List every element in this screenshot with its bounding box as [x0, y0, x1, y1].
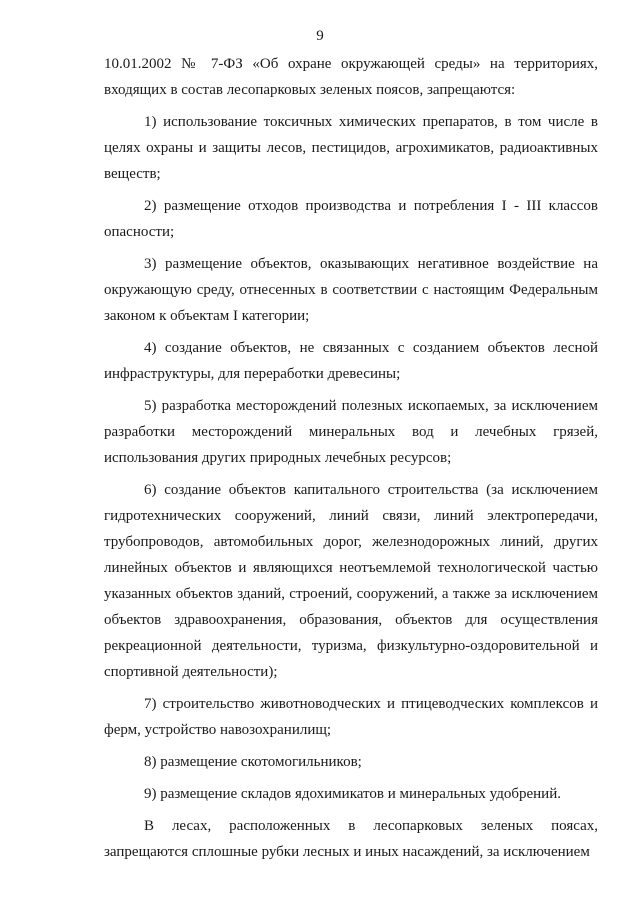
body-text: [104, 51, 598, 865]
paragraph-item-6: 6) создание объектов капитального строительства (за исключением гидротехнических сооружений, линий связи, линий электропередачи, трубопроводов, автомобильных дорог, железнодорожных линий, других линейных объектов и являющихся неотъемлемой технологической частью указанных объектов зданий, строений, сооружений, а также за исключением объектов здравоохранения, образования, объектов для осуществления рекреационной деятельности, туризма, физкультурно-оздоровительной и спортивной деятельности);: [104, 482, 598, 680]
paragraph-item-9: 9) размещение складов ядохимикатов и минеральных удобрений.: [144, 786, 561, 802]
paragraph-item-4: 4) создание объектов, не связанных с созданием объектов лесной инфраструктуры, для переработки древесины;: [104, 340, 598, 382]
paragraph-item-8: 8) размещение скотомогильников;: [144, 754, 362, 770]
paragraph-forest-restrictions: В лесах, расположенных в лесопарковых зеленых поясах, запрещаются сплошные рубки лесных и иных насаждений, за исключением: [104, 818, 598, 860]
paragraph-intro: 10.01.2002 № 7-ФЗ «Об охране окружающей среды» на территориях, входящих в состав лесопарковых зеленых поясов, запрещаются:: [104, 56, 598, 98]
paragraph-item-5: 5) разработка месторождений полезных ископаемых, за исключением разработки месторождений минеральных вод и лечебных грязей, использования других природных лечебных ресурсов;: [104, 398, 598, 466]
paragraph-item-1: 1) использование токсичных химических препаратов, в том числе в целях охраны и защиты лесов, пестицидов, агрохимикатов, радиоактивных веществ;: [104, 114, 598, 182]
page-number: 9: [316, 28, 324, 44]
paragraph-item-2: 2) размещение отходов производства и потребления I - III классов опасности;: [104, 198, 598, 240]
paragraph-item-7: 7) строительство животноводческих и птицеводческих комплексов и ферм, устройство навозохранилищ;: [104, 696, 598, 738]
paragraph-item-3: 3) размещение объектов, оказывающих негативное воздействие на окружающую среду, отнесенных в соответствии с настоящим Федеральным законом к объектам I категории;: [104, 256, 598, 324]
